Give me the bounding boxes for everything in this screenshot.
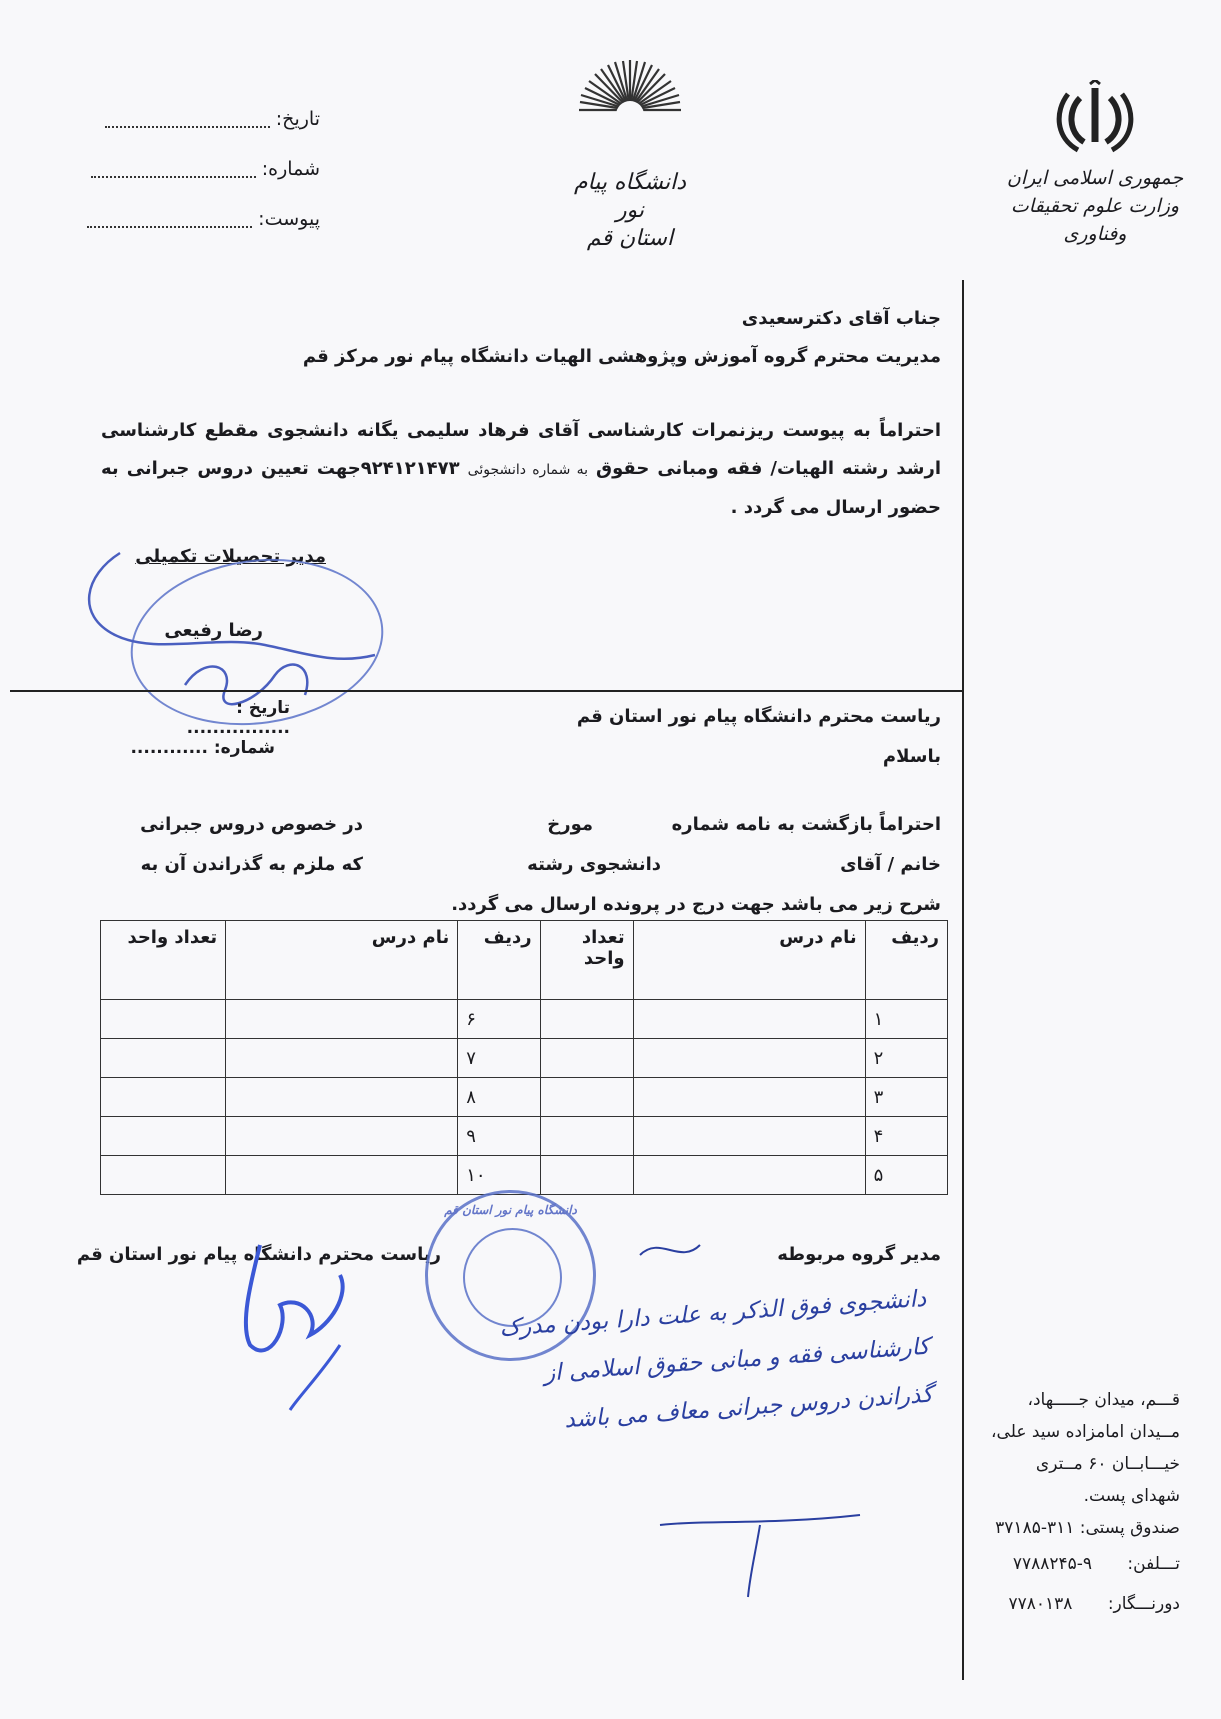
signer-name: رضا رفیعی	[164, 620, 263, 641]
course-cell	[226, 1117, 458, 1156]
signature-scribble-2	[620, 1225, 920, 1605]
postbox: صندوق پستی: ۳۱۱-۳۷۱۸۵	[995, 1518, 1180, 1538]
ministry-name: وزارت علوم تحقیقات وفناوری	[1010, 195, 1180, 245]
row-num-left: ۹	[458, 1117, 540, 1156]
header-row-num-2: ردیف	[458, 921, 540, 1000]
date-dots	[105, 112, 270, 128]
row-num-right: ۲	[865, 1039, 947, 1078]
course-cell	[226, 1000, 458, 1039]
row-num-left: ۱۰	[458, 1156, 540, 1195]
table-row	[101, 1156, 948, 1195]
letter2-line1-b: مورخ	[547, 814, 593, 835]
table-row	[101, 1117, 948, 1156]
units-cell	[540, 1156, 633, 1195]
letter2-line2-b: دانشجوی رشته	[527, 854, 661, 875]
units-cell	[540, 1117, 633, 1156]
table-header-row	[101, 921, 948, 1000]
number-field	[70, 158, 320, 180]
stamp-text: دانشگاه پیام نور استان قم	[444, 1203, 577, 1217]
row-num-right: ۵	[865, 1156, 947, 1195]
course-cell	[226, 1156, 458, 1195]
signer-title: مدیر تحصیلات تکمیلی	[135, 546, 326, 567]
government-emblem	[990, 80, 1200, 248]
university-province: استان قم	[586, 226, 674, 251]
attachment-field	[70, 208, 320, 230]
units-cell	[540, 1039, 633, 1078]
group-manager-label: مدیر گروه مربوطه	[777, 1244, 941, 1265]
units-cell	[101, 1000, 226, 1039]
course-cell	[226, 1039, 458, 1078]
header-row-num-1: ردیف	[865, 921, 947, 1000]
table-row	[101, 1039, 948, 1078]
iran-emblem-icon	[1050, 80, 1140, 160]
table-row	[101, 1078, 948, 1117]
course-cell	[633, 1117, 865, 1156]
course-cell	[633, 1078, 865, 1117]
date-label: تاریخ:	[275, 108, 320, 130]
para-small: به شماره دانشجوئی	[467, 462, 588, 478]
number-dots	[91, 162, 256, 178]
header-units-1: تعداد واحد	[540, 921, 633, 1000]
header-course-name-1: نام درس	[633, 921, 865, 1000]
units-cell	[101, 1078, 226, 1117]
addressee-title: مدیریت محترم گروه آموزش وپژوهشی الهیات دانشگاه پیام نور مرکز قم	[302, 346, 941, 367]
row-num-right: ۱	[865, 1000, 947, 1039]
row-num-right: ۴	[865, 1117, 947, 1156]
letter2-greeting: باسلام	[882, 746, 941, 767]
letter2-number: شماره: ............	[130, 738, 275, 758]
letter2-line1-a: احتراماً بازگشت به نامه شماره	[671, 814, 941, 835]
units-cell	[540, 1000, 633, 1039]
units-cell	[101, 1117, 226, 1156]
address-block	[940, 1384, 1180, 1620]
phone-value: ۹-۷۷۸۸۲۴۵	[1012, 1554, 1093, 1574]
gov-name: جمهوری اسلامی ایران	[1006, 167, 1184, 189]
letter2-addressee: ریاست محترم دانشگاه پیام نور استان قم	[576, 706, 941, 727]
handwritten-note: دانشجوی فوق الذکر به علت دارا بودن مدرک کارشناسی فقه و مبانی حقوق اسلامی از گذراندن دروس جبرانی معاف می باشد	[498, 1285, 934, 1434]
letter2-line2-c: که ملزم به گذراندن آن به	[140, 854, 363, 875]
fax-label: دورنـــگار:	[1107, 1594, 1180, 1614]
para-part1: احتراماً به پیوست ریزنمرات کارشناسی آقای فرهاد سلیمی یگانه دانشجوی مقطع کارشناسی ارشد رشته الهیات/ فقه ومبانی حقوق	[101, 420, 941, 479]
university-head-label: ریاست محترم دانشگاه پیام نور استان قم	[76, 1244, 441, 1265]
header-course-name-2: نام درس	[226, 921, 458, 1000]
sunburst-icon	[575, 55, 685, 165]
phone-label: تـــلفن:	[1127, 1554, 1180, 1574]
row-num-left: ۷	[458, 1039, 540, 1078]
address-line-4: شهدای پست.	[1083, 1486, 1180, 1506]
header-units-2: تعداد واحد	[101, 921, 226, 1000]
university-logo	[560, 55, 700, 253]
section-divider	[10, 690, 962, 692]
fax-value: ۷۷۸۰۱۳۸	[1008, 1594, 1073, 1614]
course-cell	[633, 1156, 865, 1195]
letter2-date: تاریخ : ................	[186, 698, 290, 738]
letter2-line1-c: در خصوص دروس جبرانی	[140, 814, 363, 835]
compensatory-courses-table	[100, 920, 948, 1195]
units-cell	[101, 1039, 226, 1078]
university-name: دانشگاه پیام نور	[573, 170, 687, 223]
address-line-1: قـــم، میدان جـــــهاد،	[1027, 1390, 1180, 1410]
letter2-line2-a: خانم / آقای	[840, 854, 941, 875]
address-line-3: خیـــابــان ۶۰ مــتری	[1035, 1454, 1180, 1474]
row-num-left: ۶	[458, 1000, 540, 1039]
signature-scribble-3	[230, 1225, 370, 1415]
course-cell	[633, 1000, 865, 1039]
addressee: جناب آقای دکترسعیدی	[741, 308, 941, 329]
letter1-paragraph	[101, 412, 941, 527]
fax-row	[940, 1588, 1180, 1620]
address-line-2: مــیدان امامزاده سید علی،	[991, 1422, 1180, 1442]
units-cell	[101, 1156, 226, 1195]
table-row	[101, 1000, 948, 1039]
course-cell	[633, 1039, 865, 1078]
course-cell	[226, 1078, 458, 1117]
attachment-dots	[87, 212, 252, 228]
attachment-label: پیوست:	[258, 208, 320, 230]
date-field	[70, 108, 320, 130]
para-part2: ۹۲۴۱۲۱۴۷۳جهت تعیین دروس جبرانی به حضور ارسال می گردد .	[101, 458, 941, 518]
letter2-line3: شرح زیر می باشد جهت درج در پرونده ارسال می گردد.	[451, 894, 941, 915]
units-cell	[540, 1078, 633, 1117]
row-num-right: ۳	[865, 1078, 947, 1117]
row-num-left: ۸	[458, 1078, 540, 1117]
number-label: شماره:	[261, 158, 320, 180]
phone-row	[940, 1548, 1180, 1580]
